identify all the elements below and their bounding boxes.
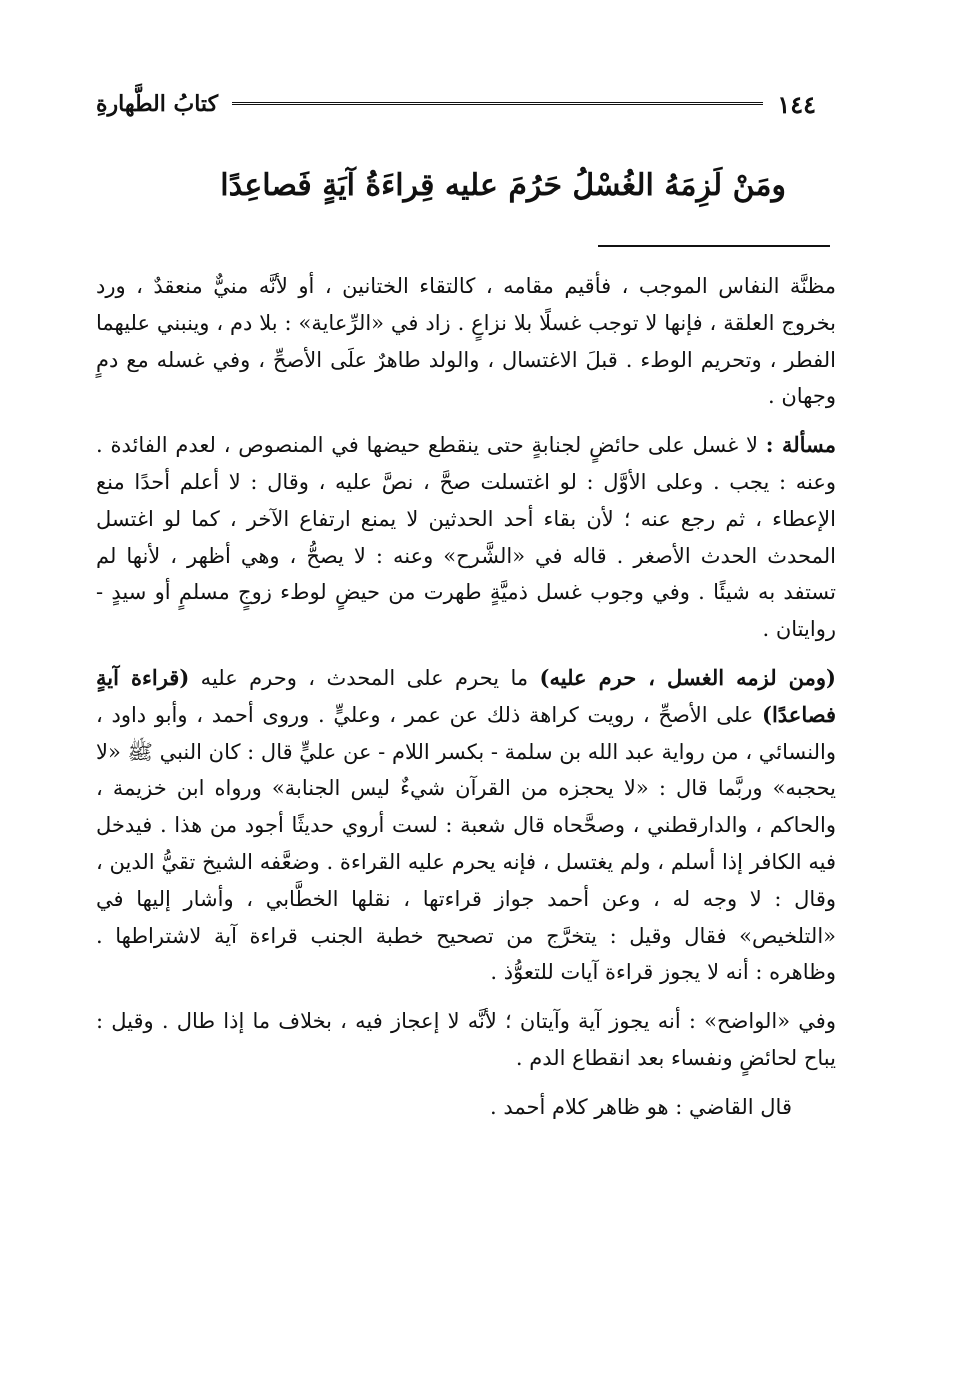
paragraph-4: وفي «الواضح» : أنه يجوز آية وآيتان ؛ لأنَّه لا إعجاز فيه ، بخلاف ما إذا طال . وقيل : يباح لحائضٍ ونفساء بعد انقطاع الدم . xyxy=(96,1009,836,1070)
book-title: كتابُ الطَّهارةِ xyxy=(96,91,219,117)
paragraph-2 xyxy=(96,427,836,648)
header-rule xyxy=(232,102,763,107)
paragraph-3-text-1: ما يحرم على المحدث ، وحرم عليه xyxy=(189,665,540,690)
paragraph-2-text: لا غسل على حائضٍ لجنابةٍ حتى ينقطع حيضها في المنصوص ، لعدم الفائدة . وعنه : يجب . وعلى الأوَّل : لو اغتسلت صحَّ ، نصَّ عليه ، وقال : لا أعلم أحدًا منع الإعطاء ، ثم رجع عنه ؛ لأن بقاء أحد الحدثين لا يمنع ارتفاع الآخر ، كما لو اغتسل المحدث الحدث الأصغر . قاله في «الشَّرح» وعنه : لا يصحُّ ، وهي أظهر ، لأنها لم تستفد به شيئًا . وفي وجوب غسل ذميَّةٍ طهرت من حيضٍ لوطء زوجٍ مسلمٍ أو سيدٍ - روايتان . xyxy=(96,433,836,642)
paragraph-5: قال القاضي : هو ظاهر كلام أحمد . xyxy=(490,1094,792,1119)
paragraph-3-text-2: على الأصحِّ ، رويت كراهة ذلك عن عمر ، وعليٍّ . وروى أحمد ، وأبو داود ، والنسائي ، من رواية عبد الله بن سلمة - بكسر اللام - عن عليٍّ قال : كان النبي ﷺ «لا يحجبه» وربَّما قال : «لا يحجزه من القرآن شيءٌ ليس الجنابة» ورواه ابن خزيمة ، والحاكم ، والدارقطني ، وصحَّحاه قال شعبة : لست أروي حديثًا أجود من هذا . فيدخل فيه الكافر إذا أسلم ، ولم يغتسل ، فإنه يحرم عليه القراءة . وضعَّفه الشيخ تقيُّ الدين ، وقال : لا وجه له ، وعن أحمد جواز قراءتها ، نقلها الخطَّابي ، وأشار إليها في «التلخيص» فقال وقيل : يتخرَّج من تصحيح خطبة الجنب قراءة آية لاشتراطها . وظاهره : أنه لا يجوز قراءة آيات للتعوُّذ . xyxy=(96,702,836,985)
section-heading: ومَنْ لَزِمَهُ الغُسْلُ حَرُمَ عليه قِراءَةُ آيَةٍ فَصاعِدًا xyxy=(220,168,786,203)
running-header xyxy=(96,86,816,122)
matn-quote-2: (قراءة آيةٍ فصاعدًا) xyxy=(96,664,836,727)
paragraph-3 xyxy=(96,660,836,991)
body-text xyxy=(96,268,836,1138)
page-number: ١٤٤ xyxy=(777,89,816,119)
matn-quote-1: (ومن لزمه الغسل ، حرم عليه) xyxy=(539,664,836,690)
paragraph-1: مظنَّة النفاس الموجب ، فأقيم مقامه ، كالتقاء الختانين ، أو لأنَّه منيٌّ منعقدٌ ، ورد بخروج العلقة ، فإنها لا توجب غسلًا بلا نزاعٍ . زاد في «الرِّعاية» : بلا دم ، وينبني عليهما الفطر ، وتحريم الوطء . قبلَ الاغتسال ، والولد طاهرٌ علَى الأصحِّ ، وفي غسله مع دمٍ وجهان . xyxy=(96,274,836,409)
heading-divider xyxy=(598,245,830,247)
issue-label: مسألة : xyxy=(765,432,836,458)
